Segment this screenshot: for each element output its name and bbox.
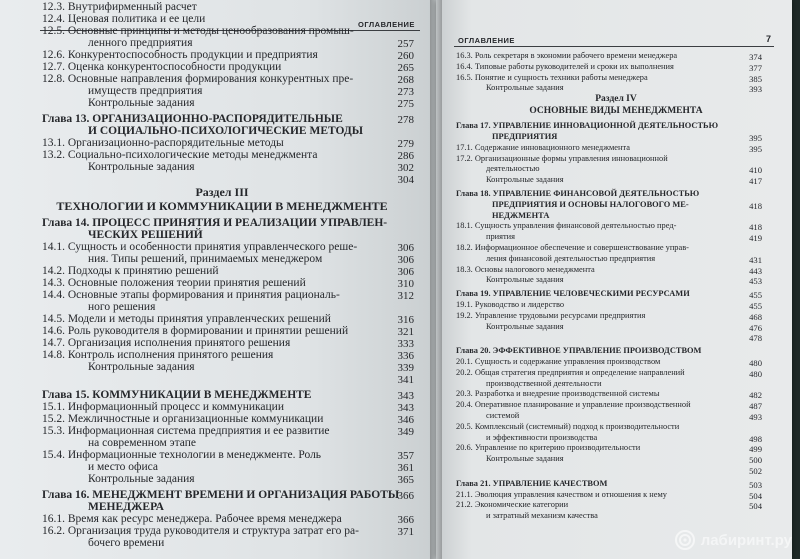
- page-ref: 316: [397, 314, 414, 326]
- chapter-title: Глава 14. ПРОЦЕСС ПРИНЯТИЯ И РЕАЛИЗАЦИИ УПРАВЛЕН-: [42, 217, 388, 229]
- section-title: ОСНОВНЫЕ ВИДЫ МЕНЕДЖМЕНТА: [529, 106, 703, 117]
- page-ref: 480: [749, 368, 762, 379]
- toc-entry: ния. Типы решений, принимаемых менеджером: [88, 253, 323, 265]
- page-ref: 346: [397, 414, 414, 426]
- chapter-title: Глава 17. УПРАВЛЕНИЕ ИННОВАЦИОННОЙ ДЕЯТЕЛЬНОСТЬЮ: [456, 121, 719, 131]
- toc-entry: 12.8. Основные направления формирования конкурентных пре-: [42, 73, 354, 85]
- page-ref: 493: [749, 412, 762, 422]
- toc-entry: 20.6. Управление по критерию производительности: [456, 443, 641, 453]
- page-ref: 393: [749, 84, 762, 95]
- page-ref: 357: [397, 450, 414, 462]
- page-ref: 278: [397, 114, 414, 126]
- page-ref: 385: [749, 73, 762, 84]
- toc-entry: и эффективности производства: [486, 432, 598, 442]
- toc-entry: 17.1. Содержание инновационного менеджмента: [456, 142, 630, 152]
- toc-entry: 16.1. Время как ресурс менеджера. Рабочее время менеджера: [42, 513, 342, 525]
- page-ref: 377: [749, 62, 762, 73]
- section-title: ТЕХНОЛОГИИ И КОММУНИКАЦИИ В МЕНЕДЖМЕНТЕ: [56, 199, 388, 213]
- page-ref: 395: [749, 133, 762, 143]
- toc-entry: 12.5. Основные принципы и методы ценообразования промыш-: [42, 25, 354, 37]
- chapter-title: Глава 16. МЕНЕДЖМЕНТ ВРЕМЕНИ И ОРГАНИЗАЦИЯ РАБОТЫ: [42, 489, 400, 501]
- toc-entry: ления финансовой деятельностью предприятия: [486, 253, 656, 263]
- page-ref: 498: [749, 433, 762, 444]
- toc-entry: 12.3. Внутрифирменный расчет: [42, 1, 197, 13]
- page-ref: 273: [397, 86, 414, 98]
- toc-entry: 16.5. Понятие и сущность техники работы менеджера: [456, 72, 648, 82]
- toc-entry: 14.5. Модели и методы принятия управленческих решений: [42, 313, 331, 325]
- page-ref: 504: [749, 490, 762, 501]
- chapter-title: ЧЕСКИХ РЕШЕНИЙ: [88, 229, 203, 241]
- chapter-title: Глава 19. УПРАВЛЕНИЕ ЧЕЛОВЕЧЕСКИМИ РЕСУРСАМИ: [456, 289, 690, 299]
- toc-entry: 21.1. Эволюция управления качеством и отношения к нему: [456, 489, 667, 499]
- watermark-text: лабиринт.ру: [700, 531, 792, 549]
- toc-entry: 14.1. Сущность и особенности принятия управленческого реше-: [42, 241, 358, 253]
- toc-entry: 19.2. Управление трудовыми ресурсами предприятия: [456, 310, 646, 320]
- page-ref: 275: [397, 98, 414, 110]
- toc-entry: имуществ предприятия: [88, 85, 203, 97]
- toc-entry: 20.5. Комплексный (системный) подход к производительности: [456, 421, 680, 431]
- page-ref: 361: [397, 462, 414, 474]
- page-ref: 410: [749, 165, 762, 176]
- toc-entry: Контрольные задания: [486, 83, 564, 93]
- page-ref: 341: [397, 374, 414, 386]
- toc-entry: 14.8. Контроль исполнения принятого решения: [42, 349, 274, 361]
- toc-entry: 13.2. Социально-психологические методы менеджмента: [42, 149, 318, 161]
- page-ref: 336: [397, 350, 414, 362]
- page-ref: 499: [749, 444, 762, 455]
- page-ref: 503: [749, 479, 762, 490]
- toc-entry: производственной деятельности: [486, 378, 602, 388]
- page-ref: 455: [749, 301, 762, 311]
- toc-entry: 20.1. Сущность и содержание управления производством: [456, 357, 661, 366]
- toc-entry: ленного предприятия: [88, 37, 193, 49]
- page-ref: 374: [749, 52, 762, 62]
- toc-entry: бочего времени: [88, 537, 165, 549]
- toc-entry: 12.4. Ценовая политика и ее цели: [42, 13, 206, 25]
- page-ref: 418: [749, 200, 762, 211]
- page-header: ОГЛАВЛЕНИЕ: [458, 36, 515, 45]
- page-ref: 417: [749, 176, 762, 187]
- page-ref: 443: [749, 265, 762, 276]
- page-ref: 487: [749, 401, 762, 412]
- page-ref: 310: [397, 278, 414, 290]
- page-ref: 480: [749, 358, 762, 368]
- chapter-title: НЕДЖМЕНТА: [492, 210, 550, 220]
- page-ref: 478: [749, 333, 762, 344]
- page-ref: 268: [397, 74, 414, 86]
- toc-entry: 12.7. Оценка конкурентоспособности продукции: [42, 61, 282, 73]
- chapter-title: Глава 13. ОРГАНИЗАЦИОННО-РАСПОРЯДИТЕЛЬНЫЕ: [42, 113, 343, 125]
- toc-entry: 20.4. Оперативное планирование и управление производственной: [456, 400, 691, 410]
- page-ref: 431: [749, 254, 762, 265]
- toc-entry: Контрольные задания: [486, 275, 564, 285]
- page-ref: 468: [749, 311, 762, 322]
- page-ref: 343: [397, 402, 414, 414]
- book-gutter: [430, 0, 442, 559]
- page-ref: 365: [397, 474, 414, 486]
- page-header: ОГЛАВЛЕНИЕ: [358, 20, 415, 29]
- page-ref: 395: [749, 143, 762, 154]
- chapter-title: Глава 21. УПРАВЛЕНИЕ КАЧЕСТВОМ: [456, 478, 608, 488]
- page-ref: 306: [397, 242, 414, 254]
- toc-entry: 21.2. Экономические категории: [456, 500, 569, 510]
- toc-entry: 16.2. Организация труда руководителя и структура затрат его ра-: [42, 525, 359, 537]
- toc-entry: на современном этапе: [88, 437, 196, 449]
- toc-entry: 18.2. Информационное обеспечение и совершенствование управ-: [456, 243, 689, 252]
- toc-entry: ного решения: [88, 301, 156, 313]
- chapter-title: Глава 18. УПРАВЛЕНИЕ ФИНАНСОВОЙ ДЕЯТЕЛЬНОСТЬЮ: [456, 189, 700, 198]
- page-ref: 349: [397, 426, 414, 438]
- labyrinth-logo-icon: [674, 529, 696, 551]
- toc-entry: и место офиса: [88, 461, 159, 473]
- watermark: [674, 527, 792, 553]
- page-ref: 339: [397, 362, 414, 374]
- header-rule: [454, 46, 774, 47]
- toc-entry: 14.7. Организация исполнения принятого решения: [42, 337, 291, 349]
- page-ref: 482: [749, 390, 762, 401]
- page-ref: 321: [397, 326, 414, 338]
- toc-entry: 18.1. Сущность управления финансовой деятельностью пред-: [456, 221, 677, 231]
- toc-entry: Контрольные задания: [88, 161, 195, 173]
- page-ref: 302: [397, 162, 414, 174]
- toc-entry: приятия: [486, 232, 515, 242]
- page-ref: 504: [749, 501, 762, 512]
- toc-entry: 19.1. Руководство и лидерство: [456, 300, 565, 309]
- toc-entry: и затратный механизм качества: [486, 511, 598, 521]
- toc-entry: 18.3. Основы налогового менеджмента: [456, 264, 595, 274]
- page-number: 7: [766, 34, 772, 44]
- page-ref: 453: [749, 276, 762, 287]
- toc-entry: 15.4. Информационные технологии в менеджменте. Роль: [42, 449, 322, 461]
- page-ref: 333: [397, 338, 414, 350]
- page-ref: 286: [397, 150, 414, 162]
- toc-entry: Контрольные задания: [88, 473, 195, 485]
- page-ref: 306: [397, 266, 414, 278]
- chapter-title: Глава 15. КОММУНИКАЦИИ В МЕНЕДЖМЕНТЕ: [42, 389, 312, 401]
- page-ref: 304: [397, 174, 414, 186]
- page-ref: 265: [397, 62, 414, 74]
- toc-entry: 17.2. Организационные формы управления инновационной: [456, 153, 668, 163]
- toc-entry: 20.3. Разработка и внедрение производственной системы: [456, 389, 660, 399]
- toc-entry: 13.1. Организационно-распорядительные методы: [42, 137, 284, 149]
- toc-entry: 14.4. Основные этапы формирования и принятия рациональ-: [42, 289, 340, 301]
- toc-entry: Контрольные задания: [486, 454, 564, 464]
- chapter-title: ПРЕДПРИЯТИЯ И ОСНОВЫ НАЛОГОВОГО МЕ-: [492, 199, 689, 209]
- toc-entry: 14.6. Роль руководителя в формировании и принятии решений: [42, 325, 349, 337]
- page-ref: 306: [397, 254, 414, 266]
- page-ref: 455: [749, 290, 762, 301]
- toc-entry: 12.6. Конкурентоспособность продукции и предприятия: [42, 49, 318, 61]
- page-ref: 500: [749, 455, 762, 466]
- page-ref: 260: [397, 50, 414, 62]
- page-ref: 418: [749, 222, 762, 233]
- page-ref: 366: [397, 490, 414, 502]
- toc-entry: 14.2. Подходы к принятию решений: [42, 265, 219, 277]
- toc-entry: деятельностью: [486, 164, 540, 174]
- page-ref: 279: [397, 138, 414, 150]
- toc-entry: Контрольные задания: [88, 361, 195, 373]
- toc-entry: Контрольные задания: [486, 321, 564, 331]
- page-ref: 502: [749, 466, 762, 476]
- toc-entry: 16.3. Роль секретаря в экономии рабочего времени менеджера: [456, 51, 678, 60]
- toc-entry: 15.2. Межличностные и организационные коммуникации: [42, 413, 324, 425]
- chapter-title: МЕНЕДЖЕРА: [88, 501, 164, 513]
- right-page: [436, 0, 792, 559]
- toc-entry: 15.1. Информационный процесс и коммуникации: [42, 401, 284, 413]
- toc-entry: 15.3. Информационная система предприятия и ее развитие: [42, 425, 330, 437]
- toc-entry: Контрольные задания: [88, 97, 195, 109]
- section-title: Раздел III: [195, 185, 249, 199]
- toc-entry: системой: [486, 411, 520, 420]
- page-ref: 343: [397, 390, 414, 402]
- page-ref: 257: [397, 38, 414, 50]
- page-ref: 312: [397, 290, 414, 302]
- page-ref: 371: [397, 526, 414, 538]
- page-ref: 366: [397, 514, 414, 526]
- toc-entry: 20.2. Общая стратегия предприятия и определение направлений: [456, 367, 685, 377]
- page-ref: 476: [749, 322, 762, 333]
- toc-entry: 16.4. Типовые работы руководителей и сроки их выполнения: [456, 61, 674, 71]
- toc-entry: Контрольные задания: [486, 175, 564, 185]
- toc-entry: 14.3. Основные положения теории принятия решений: [42, 277, 306, 289]
- chapter-title: Глава 20. ЭФФЕКТИВНОЕ УПРАВЛЕНИЕ ПРОИЗВОДСТВОМ: [456, 346, 702, 356]
- page-ref: 419: [749, 233, 762, 244]
- section-title: Раздел IV: [595, 94, 637, 105]
- chapter-title: И СОЦИАЛЬНО-ПСИХОЛОГИЧЕСКИЕ МЕТОДЫ: [88, 125, 364, 137]
- chapter-title: ПРЕДПРИЯТИЯ: [492, 132, 558, 141]
